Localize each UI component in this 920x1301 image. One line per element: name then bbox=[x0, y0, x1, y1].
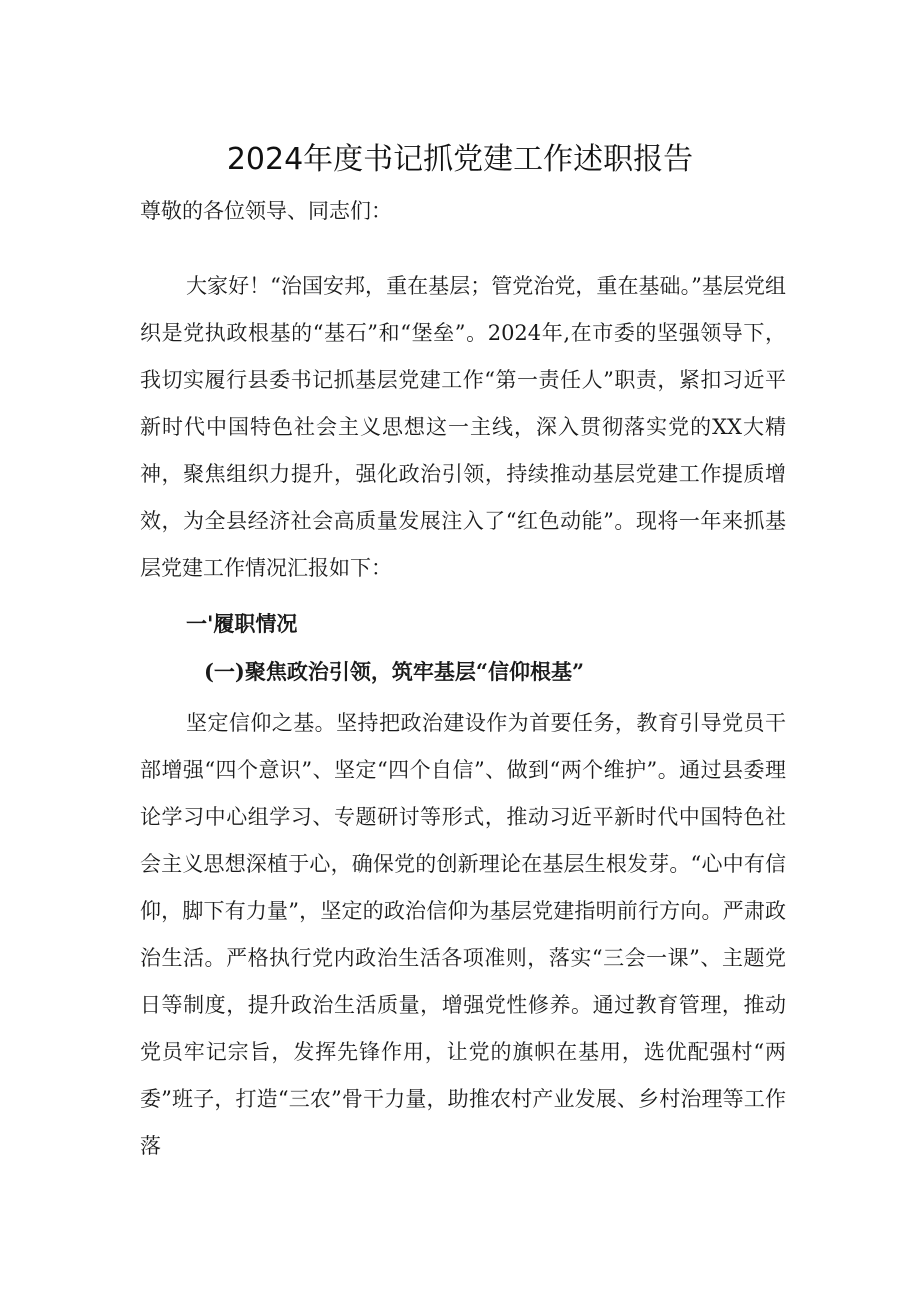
document-title: 2024年度书记抓党建工作述职报告 bbox=[226, 142, 694, 177]
subsection-heading: (一)聚焦政治引领，筑牢基层“信仰根基” bbox=[204, 659, 585, 684]
salutation: 尊敬的各位领导、同志们： bbox=[140, 199, 392, 223]
body-paragraph: 坚定信仰之基。坚持把政治建设作为首要任务，教育引导党员干部增强“四个意识”、坚定“四个自信”、做到“两个维护”。通过县委理论学习中心组学习、专题研讨等形式，推动习近平新时代中国特色社会主义思想深植于心，确保党的创新理论在基层生根发芽。“心中有信仰，脚下有力量”，坚定的政治信仰为基层党建指明前行方向。严肃政治生活。严格执行党内政治生活各项准则，落实“三会一课”、主题党日等制度，提升政治生活质量，增强党性修养。通过教育管理，推动党员牢记宗旨，发挥先锋作用，让党的旗帜在基用，选优配强村“两委”班子，打造“三农”骨干力量，助推农村产业发展、乡村治理等工作落 bbox=[140, 711, 786, 1158]
intro-paragraph: 大家好！“治国安邦，重在基层；管党治党，重在基础。”基层党组织是党执政根基的“基石”和“堡垒”。2024年,在市委的坚强领导下，我切实履行县委书记抓基层党建工作“第一责任人”职责，紧扣习近平新时代中国特色社会主义思想这一主线，深入贯彻落实党的XX大精神，聚焦组织力提升，强化政治引领，持续推动基层党建工作提质增效，为全县经济社会高质量发展注入了“红色动能”。现将一年来抓基层党建工作情况汇报如下： bbox=[140, 274, 786, 580]
section-heading: 一'履职情况 bbox=[186, 611, 298, 636]
